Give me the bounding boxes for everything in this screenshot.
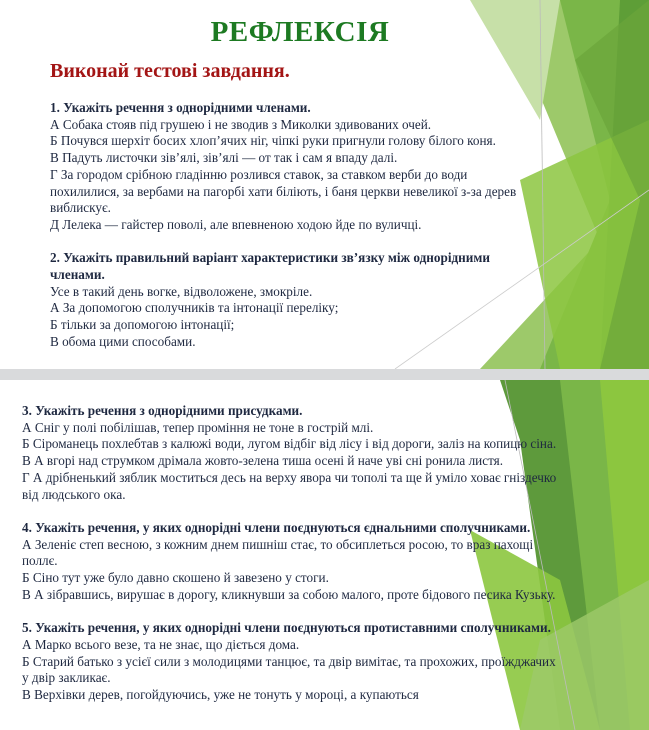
question-2-text: членами. [50,267,105,283]
question-5-text: 5. Укажіть речення, у яких однорідні члени поєднуються протиставними сполучниками. [22,620,551,636]
option: В обома цими способами. [50,333,196,349]
slide-subtitle: Виконай тестові завдання. [50,60,290,82]
option: Б Старий батько з усієї сили з молодицями танцює, та двір вимітає, та прохожих, проїжджачих [22,653,556,669]
option: А Зеленіє степ весною, з кожним днем пишніш стає, то обсиплеться росою, то враз пахощі [22,536,534,552]
option: поллє. [22,553,58,569]
question-2-text: 2. Укажіть правильний варіант характеристики зв’язку між однорідними [50,250,490,266]
question-4-text: 4. Укажіть речення, у яких однорідні члени поєднуються єднальними сполучниками. [22,519,531,535]
option: у двір закликає. [22,670,111,686]
question-1 [50,100,516,351]
option: В А зібравшись, вирушає в дорогу, кликнувши за собою малого, проте бідового песика Кузьку. [22,586,556,602]
option: Г За городом срібною гладінню розлився ставок, за ставком верби до води [50,166,468,182]
option: Усе в такий день вогке, відволожене, змокріле. [50,283,313,299]
option: А За допомогою сполучників та інтонації переліку; [50,300,339,316]
question-3-text: 3. Укажіть речення з однорідними присудками. [22,403,303,418]
option: Г А дрібненький зяблик моститься десь на верху явора чи тополі та ще й уміло ховає гніздечко [22,469,557,485]
option: Б Сіно тут уже було давно скошено й завезено у стоги. [22,570,329,586]
question-1-text: 1. Укажіть речення з однорідними членами. [50,100,311,115]
option: В Верхівки дерев, погойдуючись, уже не тонуть у мороці, а купаються [22,686,419,702]
option: В Падуть листочки зів’ялі, зів’ялі — от так і сам я впаду далі. [50,150,398,166]
slide-title: РЕФЛЕКСІЯ [210,16,390,48]
option: виблискує. [50,200,111,216]
option: Б Сіроманець похлебтав з калюжі води, лугом відбіг від лісу і від дороги, заліз на копицю сіна. [22,436,557,452]
option: від людського ока. [22,486,126,502]
option: похилилися, за вербами на пагорбі хати біліють, і баня церкви невеликої з-за дерев [50,183,517,199]
questions-3-5 [22,403,556,704]
option: А Собака стояв під грушею і не зводив з Миколки здивованих очей. [50,116,432,132]
option: Д Лелека — гайстер поволі, але впевненою ходою йде по вуличці. [50,216,422,232]
option: А Сніг у полі побілішав, тепер проміння не тоне в гострій млі. [22,419,374,435]
option: В А вгорі над струмком дрімала жовто-зелена тиша осені й наче уві сні ронила листя. [22,453,504,469]
option: Б Почувся шерхіт босих хлоп’ячих ніг, чіпкі руки пригнули голову білого коня. [50,133,496,149]
option: А Марко всього везе, та не знає, що діється дома. [22,636,300,652]
slide-2 [0,380,649,730]
option: Б тільки за допомогою інтонації; [50,317,235,333]
